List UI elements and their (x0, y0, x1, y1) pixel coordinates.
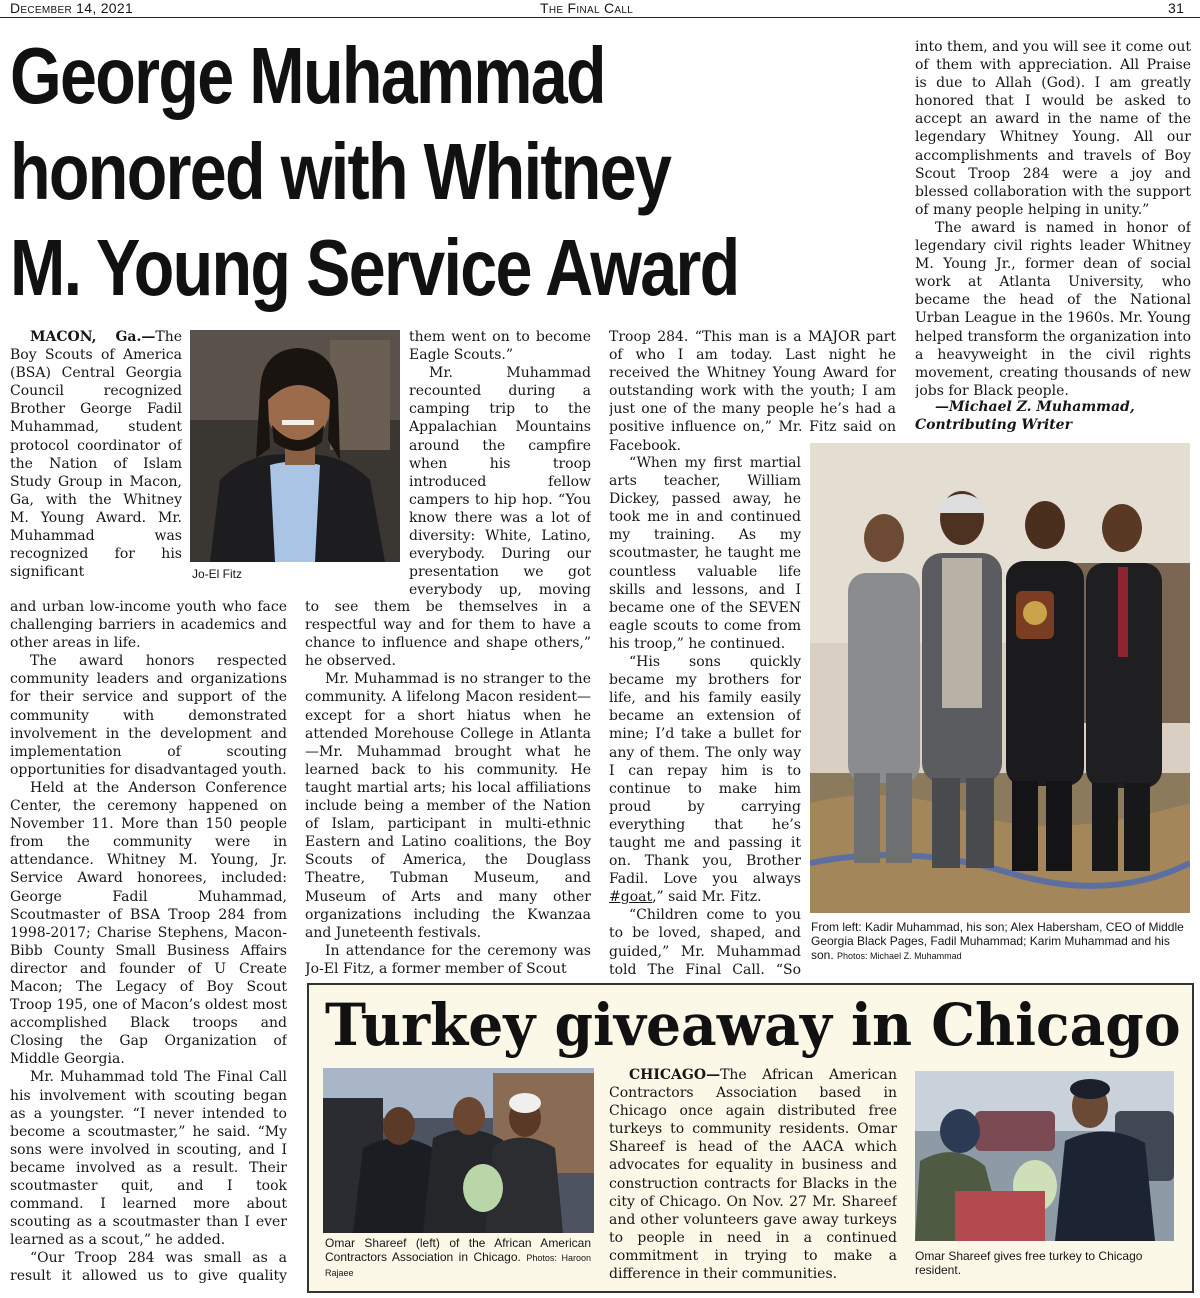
article-paragraph: “When my first martial arts teacher, William Dickey, passed away, he took me in and continued my training. As my scoutmaster, he taught me countless valuable life skills and lessons, and I became one of the SEVEN eagle scouts to come from his troop,” he continued. (609, 455, 801, 652)
sidebar-photo1-credit: Photos: Haroon Rajaee (325, 1253, 591, 1278)
article-paragraph: to see them be themselves in a respectful way and for them to have a chance to influence and shape others,” he observed. (305, 599, 591, 670)
article-paragraph: and urban low-income youth who face challenging barriers in academics and other areas in life. (10, 599, 287, 652)
article-column-4 (915, 38, 1191, 400)
photo-award-group (810, 443, 1190, 913)
sidebar-photo2-caption: Omar Shareef gives free turkey to Chicago resident. (915, 1249, 1143, 1277)
hashtag: #goat (609, 889, 653, 906)
headline-line-2: honored with Whitney (10, 127, 671, 216)
article-paragraph: “Our Troop 284 was small as a result it allowed us to give quality (10, 1250, 287, 1285)
article-paragraph: Mr. Muhammad is no stranger to the community. A lifelong Macon resident—except for a short hiatus when he attended Morehouse College in Atlanta—Mr. Muhammad brought what he learned back to his community. He taught martial arts; his local affiliations include being a member of the Nation of Islam, participant in multi-ethnic Eastern and Latino coalitions, the Boy Scouts of America, the Douglass Theatre, Tubman Museum, and Museum of Arts and many other organizations including the Kwanzaa and Juneteenth festivals. (305, 671, 591, 941)
article-paragraph: them went on to become Eagle Scouts.” (409, 329, 591, 364)
article-column-3 (609, 454, 801, 978)
photo2-caption: From left: Kadir Muhammad, his son; Alex Habersham, CEO of Middle Georgia Black Pages, Fadil Muhammad; Karim Muhammad and his son. Photos: Michael Z. Muhammad (811, 920, 1184, 962)
photo-turkey-volunteers (323, 1068, 594, 1233)
article-column-2 (305, 598, 591, 978)
article-paragraph: “His sons quickly became my brothers for life, and his family easily became an extension of mine; I’d take a bullet for any of them. The only way I can repay him is to continue to make him proud by carrying everything that he’s taught me and passing it on. Thank you, Brother Fadil. Love you always #goat,” said Mr. Fitz. (609, 654, 801, 906)
headline-line-3: M. Young Service Award (10, 223, 739, 312)
byline: —Michael Z. Muhammad, Contributing Writer (915, 399, 1135, 433)
article-column-1 (10, 598, 287, 1286)
headline-line-1: George Muhammad (10, 31, 605, 120)
article-paragraph: Held at the Anderson Conference Center, the ceremony happened on November 11. More than 150 people from the community were in attendance. Whitney M. Young, Jr. Service Award honorees, included: George Fadil Muhammad, Scoutmaster of BSA Troop 284 from 1998-2017; Charise Stephens, Macon-Bibb County Small Business Affairs director and founder of U Create Macon; The Legacy of Boy Scout Troop 195, one of Macon’s oldest most accomplished Black troops and Closing the Gap Organization of Middle Georgia. (10, 779, 287, 1068)
article-paragraph: Mr. Muhammad recounted during a camping trip to the Appalachian Mountains around the campfire when his troop introduced fellow campers to hip hop. “You know there was a lot of diversity: White, Latino, everybody. During our presentation we got everybody up, moving (409, 365, 591, 598)
issue-date: December 14, 2021 (10, 0, 134, 16)
group-photo-image (810, 443, 1190, 913)
sidebar-headline: Turkey giveaway in Chicago (325, 991, 1181, 1059)
article-column-3-top (609, 328, 896, 454)
sidebar-photo1-caption: Omar Shareef (left) of the African American Contractors Association in Chicago. Photos: Haroon Rajaee (325, 1236, 591, 1278)
photo-jo-el-fitz (190, 330, 400, 562)
article-paragraph: MACON, Ga.—The Boy Scouts of America (BSA) Central Georgia Council recognized Brother George Fadil Muhammad, student protocol coordinator of the Nation of Islam Study Group in Macon, Ga, with the Whitney M. Young Award. Mr. Muhammad was recognized for his significant (10, 329, 182, 580)
photo2-credit: Photos: Michael Z. Muhammad (837, 951, 962, 961)
article-paragraph: The award is named in honor of legendary civil rights leader Whitney M. Young Jr., former dean of social work at Atlanta University, who became the head of the National Urban League in the 1960s. Mr. Young helped transform the organization into a heavyweight in the civil rights movement, creating thousands of new jobs for Black people. (915, 219, 1191, 399)
handoff-photo-image (915, 1071, 1174, 1241)
article-paragraph: Troop 284. “This man is a MAJOR part of who I am today. Last night he received the Whitney Young Award for outstanding work with the youth; I am just one of the many people he’s had a positive influence on,” Mr. Fitz said on Facebook. (609, 329, 896, 454)
article-paragraph: into them, and you will see it come out of them with appreciation. All Praise is due to Allah (God). I am greatly honored that I would be asked to accept an award in the name of the legendary Whitney Young. All our accomplishments and travels of Boy Scout Troop 284 were a joy and blessed collaboration with the support of many people helping in unity.” (915, 39, 1191, 218)
article-column-2-top (409, 328, 591, 598)
masthead-rule (0, 17, 1200, 18)
dateline: MACON, Ga.— (30, 329, 156, 345)
portrait-image (190, 330, 400, 562)
sidebar-body (609, 1066, 897, 1284)
article-paragraph: CHICAGO—The African American Contractors Association based in Chicago once again distributed free turkeys to community residents. Omar Shareef is head of the AACA which advocates for equality in business and construction contracts for Blacks in the city of Chicago. On Nov. 27 Mr. Shareef and other volunteers gave away turkeys to people in need in a continued commitment in trying to make a difference in their communities. (609, 1067, 897, 1283)
volunteers-photo-image (323, 1068, 594, 1233)
article-paragraph: In attendance for the ceremony was Jo-El Fitz, a former member of Scout (305, 942, 591, 977)
article-column-1-top (10, 328, 182, 580)
publication-name: The Final Call (540, 0, 634, 16)
sidebar-dateline: CHICAGO— (629, 1067, 721, 1083)
photo-turkey-handoff (915, 1071, 1174, 1241)
article-paragraph: Mr. Muhammad told The Final Call his involvement with scouting began as a youngster. “I never intended to become a scoutmaster,” he said. “My sons were involved in scouting, and I became involved as a result. Their scoutmaster quit, and I took command. I learned more about scouting as a scoutmaster than I ever learned as a scout,” he added. (10, 1069, 287, 1249)
main-headline (10, 28, 749, 316)
article-paragraph: The award honors respected community leaders and organizations for their service and support of the community with demonstrated involvement in the development and implementation of scouting opportunities for disadvantaged youth. (10, 653, 287, 778)
page-number: 31 (1168, 0, 1185, 16)
photo1-caption: Jo-El Fitz (192, 567, 243, 581)
article-paragraph: “Children come to you to be loved, shaped, and guided,” Mr. Muhammad told The Final Call. “So (609, 907, 801, 978)
